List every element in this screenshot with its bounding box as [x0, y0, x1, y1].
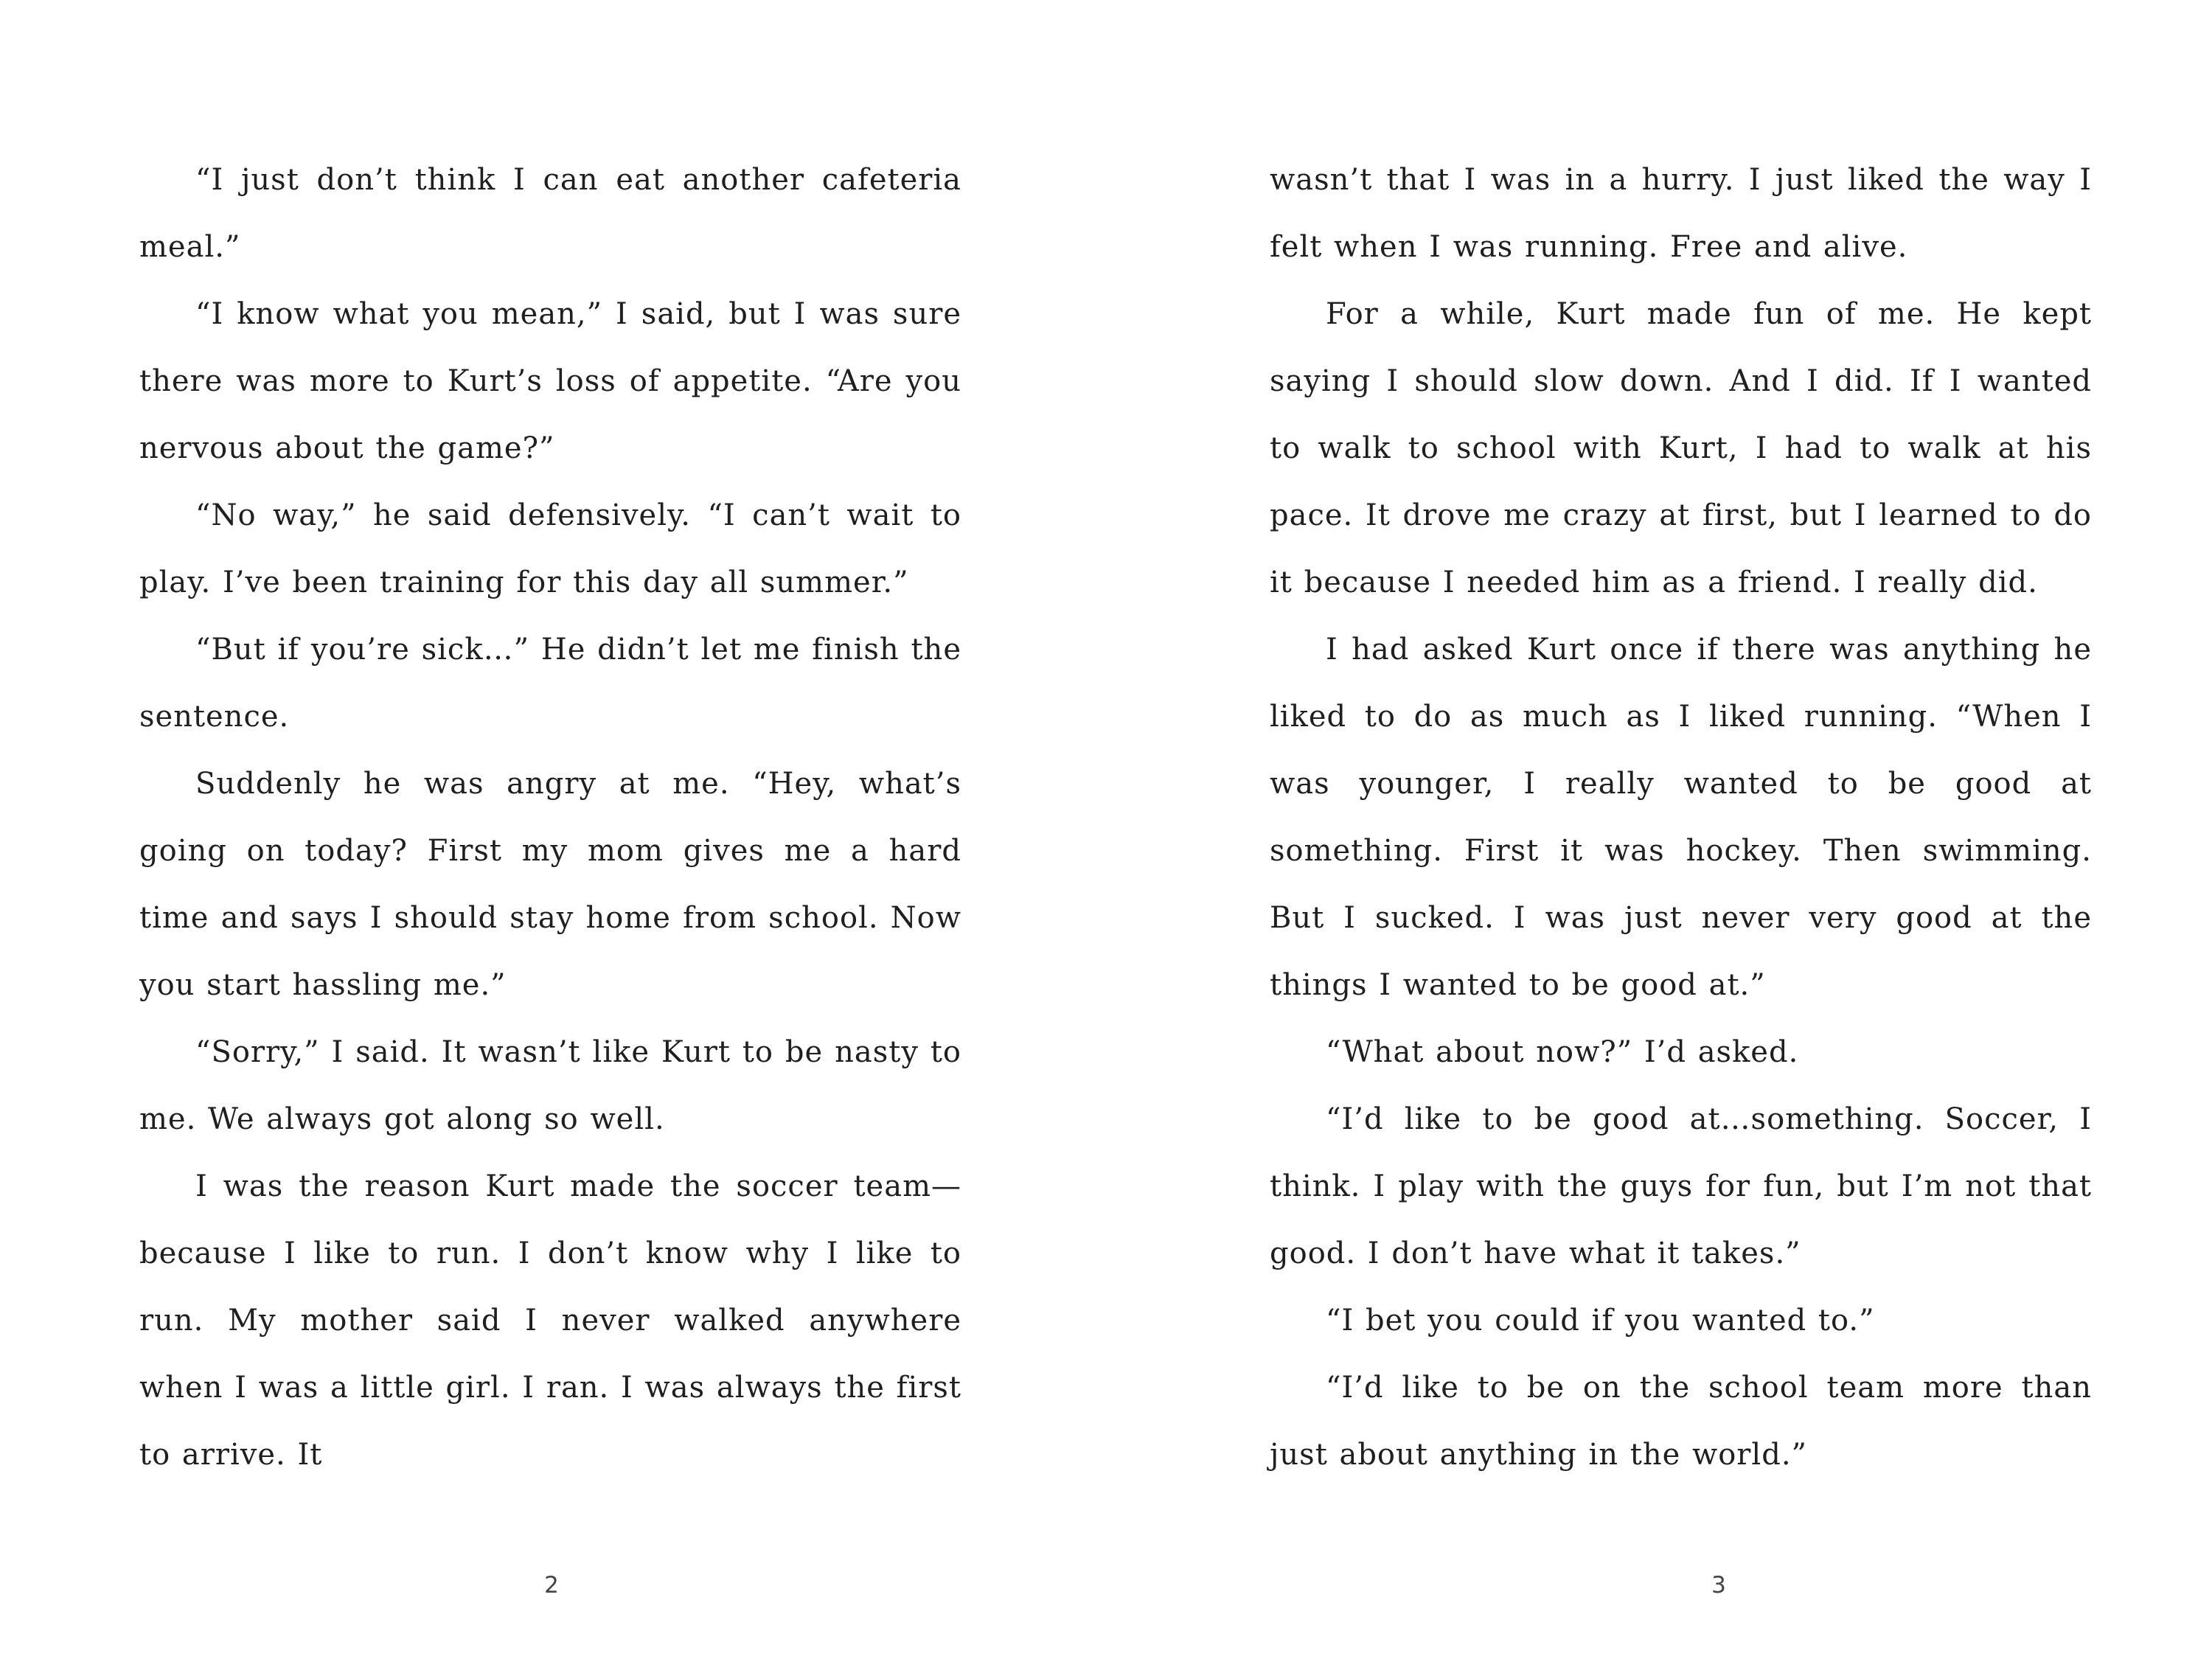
paragraph: “I know what you mean,” I said, but I was sure there was more to Kurt’s loss of appetite. “Are you nervous about the game?”	[139, 297, 961, 465]
right-page	[1106, 0, 2212, 1659]
paragraph: “I just don’t think I can eat another cafeteria meal.”	[139, 163, 961, 264]
page-number: 3	[1711, 1572, 1726, 1599]
page-number: 2	[544, 1572, 559, 1599]
paragraph: “Sorry,” I said. It wasn’t like Kurt to be nasty to me. We always got along so well.	[139, 1035, 961, 1136]
left-page-text	[139, 147, 961, 1489]
paragraph: I had asked Kurt once if there was anything he liked to do as much as I liked running. “When I was younger, I really wanted to be good at something. First it was hockey. Then swimming. But I sucked. I was just never very good at the things I wanted to be good at.”	[1270, 633, 2092, 1002]
paragraph: For a while, Kurt made fun of me. He kept saying I should slow down. And I did. If I wanted to walk to school with Kurt, I had to walk at his pace. It drove me crazy at first, but I learned to do it because I needed him as a friend. I really did.	[1270, 297, 2092, 599]
paragraph-continued: wasn’t that I was in a hurry. I just liked the way I felt when I was running. Free and alive.	[1270, 163, 2092, 264]
paragraph: “I’d like to be good at…something. Soccer, I think. I play with the guys for fun, but I’m not that good. I don’t have what it takes.”	[1270, 1102, 2092, 1270]
right-page-text	[1270, 147, 2092, 1489]
paragraph: “What about now?” I’d asked.	[1326, 1035, 1799, 1069]
paragraph: “But if you’re sick…” He didn’t let me finish the sentence.	[139, 633, 961, 734]
paragraph: “No way,” he said defensively. “I can’t wait to play. I’ve been training for this day all summer.”	[139, 498, 961, 599]
paragraph: Suddenly he was angry at me. “Hey, what’s going on today? First my mom gives me a hard time and says I should stay home from school. Now you start hassling me.”	[139, 767, 961, 1002]
paragraph: “I’d like to be on the school team more than just about anything in the world.”	[1270, 1371, 2092, 1472]
paragraph: “I bet you could if you wanted to.”	[1326, 1304, 1875, 1338]
paragraph: I was the reason Kurt made the soccer team—because I like to run. I don’t know why I like to run. My mother said I never walked anywhere when I was a little girl. I ran. I was always the first to arrive. It	[139, 1169, 961, 1472]
